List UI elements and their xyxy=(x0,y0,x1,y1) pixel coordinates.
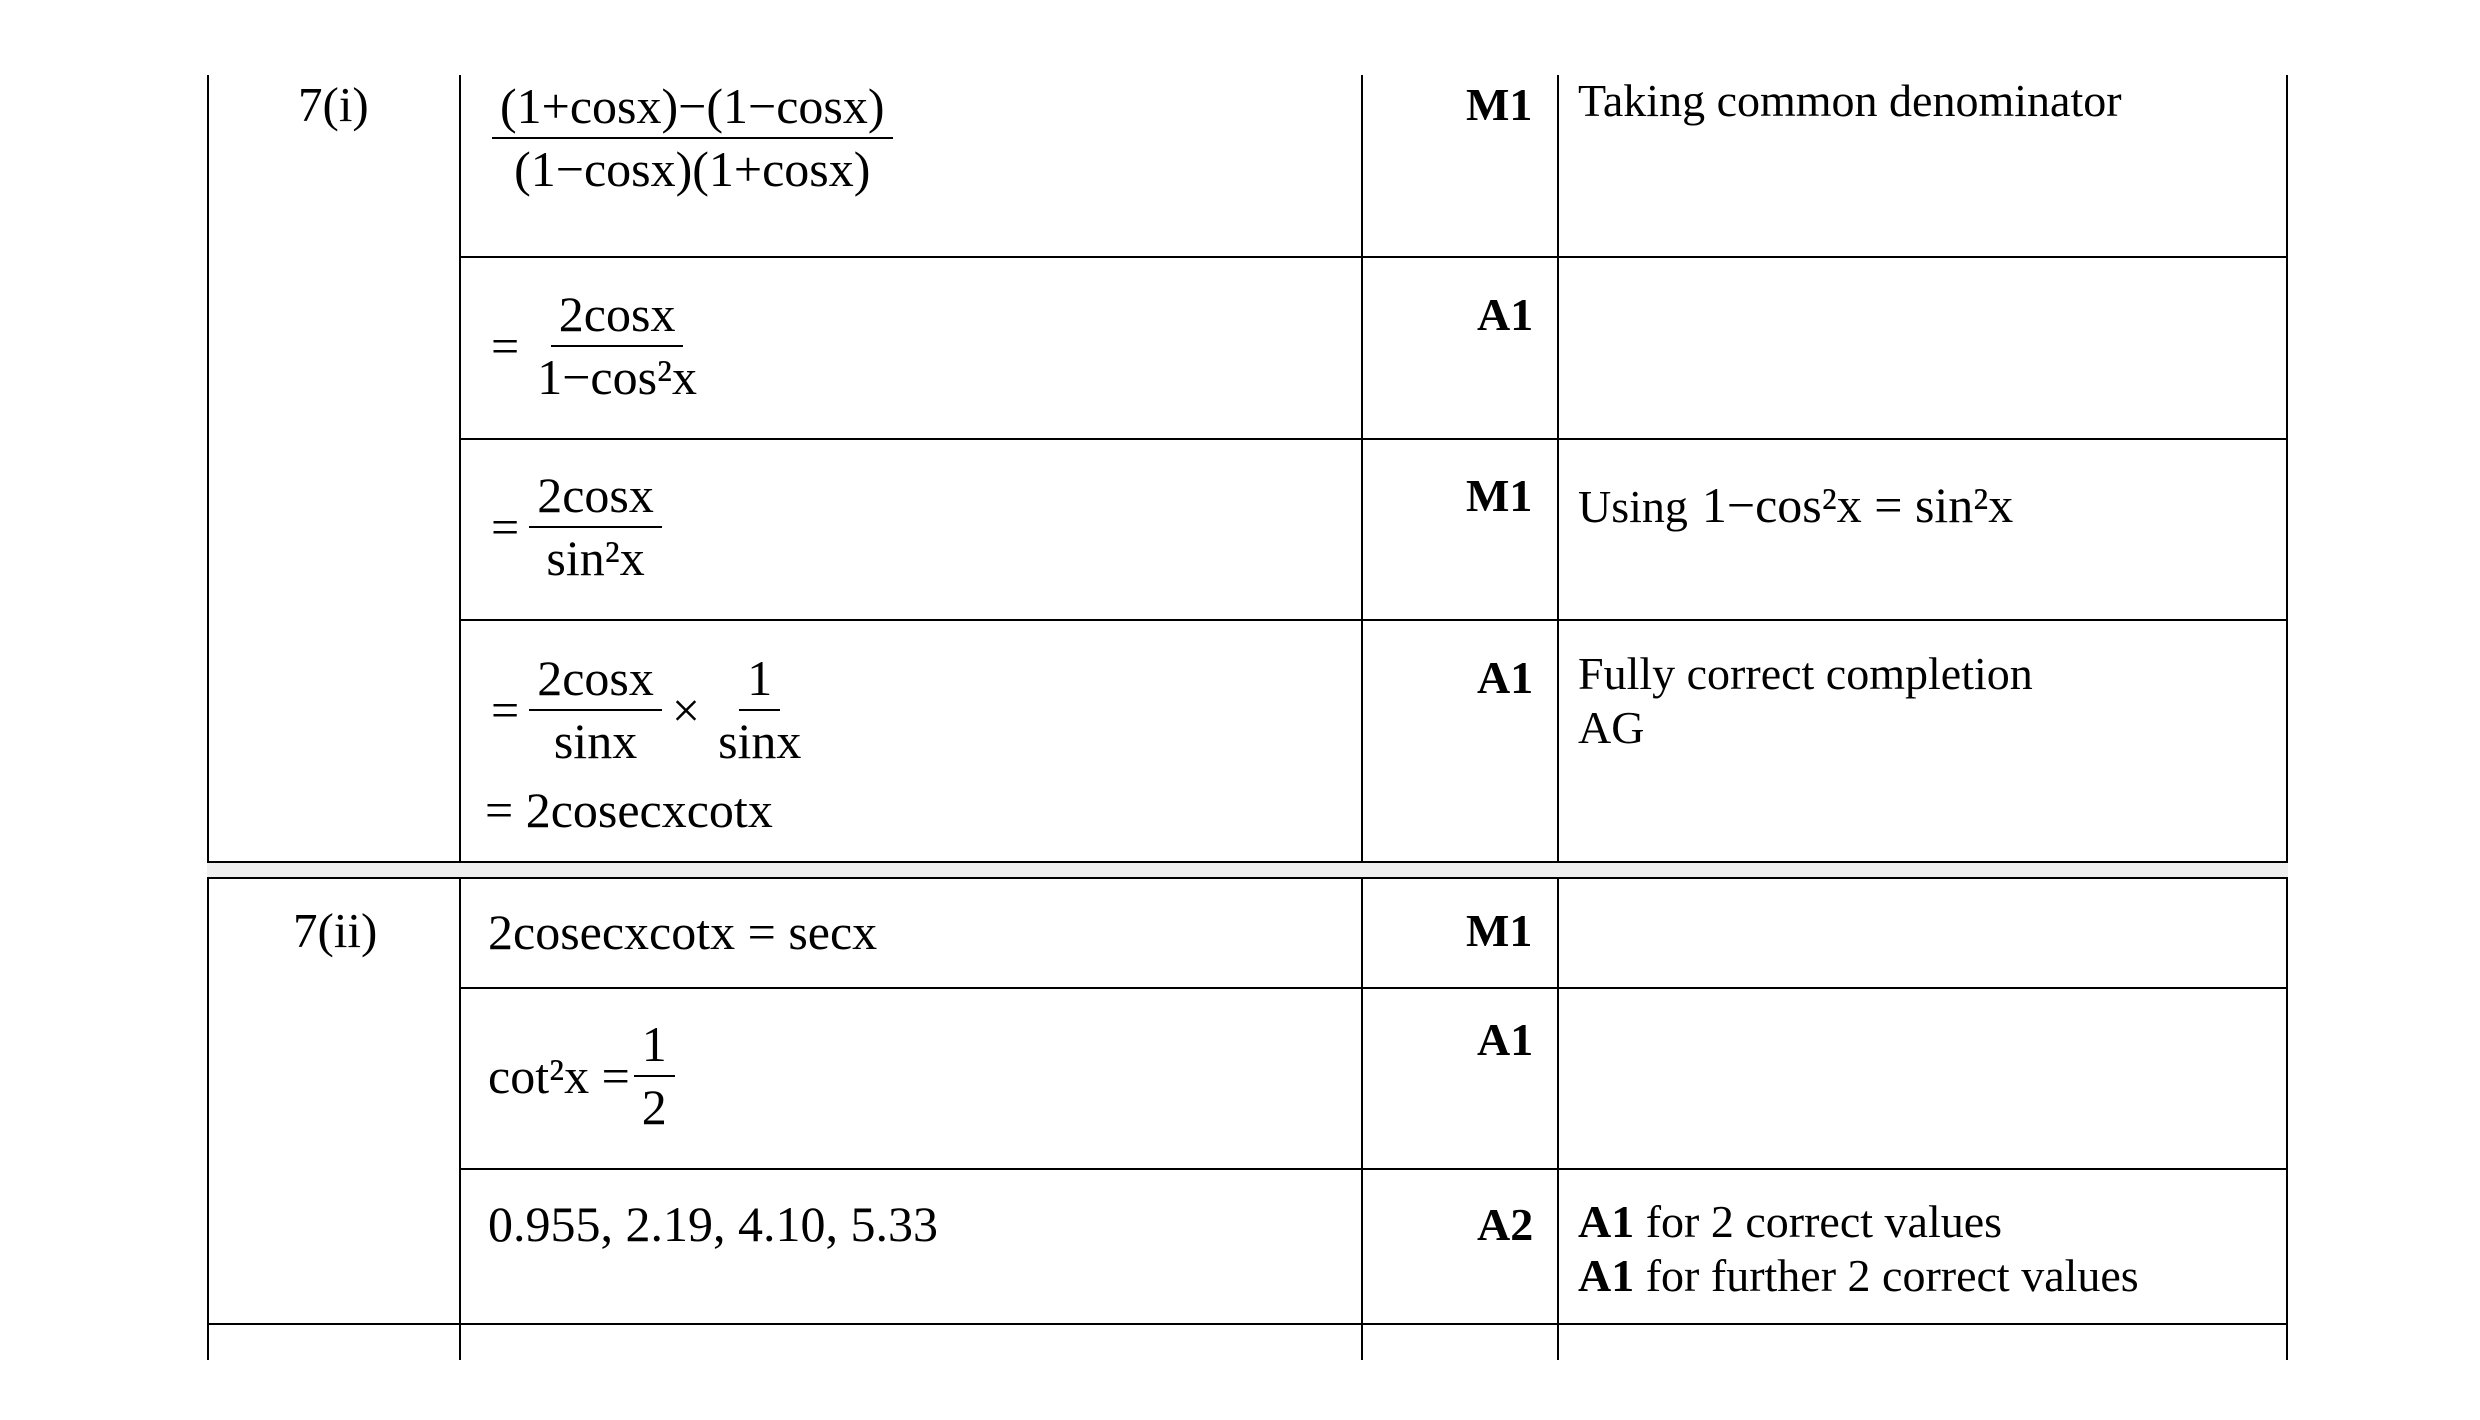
guidance-note-line: Fully correct completion xyxy=(1578,648,2033,699)
section-divider-top xyxy=(207,861,2288,863)
final-answer-values: 0.955, 2.19, 4.10, 5.33 xyxy=(488,1196,938,1252)
guidance-note-line: AG xyxy=(1578,702,1645,753)
fraction-denominator: 2 xyxy=(641,1078,667,1135)
fraction-denominator: sin²x xyxy=(546,529,645,586)
guidance-note xyxy=(1578,647,2033,755)
working-step-3: = $\frac{2\cos x}{\text{sin²x}}$ xyxy=(485,469,666,584)
question-number: 7(i) xyxy=(298,77,369,132)
row-divider xyxy=(459,256,2288,258)
fraction-numerator: 1 xyxy=(739,652,780,711)
fraction-denominator: (1−cosx)(1+cosx) xyxy=(514,140,871,197)
mark-code: M1 xyxy=(1466,905,1533,956)
question-number: 7(ii) xyxy=(293,903,378,958)
guidance-note xyxy=(1578,478,2013,534)
equation-lhs: cot²x = xyxy=(488,1047,630,1104)
fraction-numerator: (1+cosx)−(1−cosx) xyxy=(492,80,893,139)
fraction-numerator: 1 xyxy=(634,1018,675,1077)
row-divider xyxy=(459,619,2288,621)
fraction-denominator: sinx xyxy=(718,712,802,769)
guidance-note-line: A1 for further 2 correct values xyxy=(1578,1250,2139,1301)
working-equation: 2cosecxcotx = secx xyxy=(488,904,878,960)
fraction-numerator: 2cosx xyxy=(529,652,662,711)
section-divider-bottom xyxy=(207,877,2288,879)
working-fraction-common-denominator xyxy=(488,80,897,195)
mark-code: A1 xyxy=(1477,1014,1534,1065)
row-divider xyxy=(459,987,2288,989)
section-separator xyxy=(207,862,2288,878)
row-divider xyxy=(459,1168,2288,1170)
identity-expression: 1−cos²x = sin²x xyxy=(1701,477,2014,533)
guidance-note-line: A1 for 2 correct values xyxy=(1578,1196,2003,1247)
mark-code: M1 xyxy=(1466,470,1533,521)
mark-code: M1 xyxy=(1466,79,1533,130)
mark-code: A1 xyxy=(1477,652,1534,703)
guidance-note xyxy=(1578,1195,2139,1303)
mark-code: A1 xyxy=(1477,289,1534,340)
fraction-denominator: sinx xyxy=(553,712,638,769)
row-divider xyxy=(459,438,2288,440)
table-border-left xyxy=(207,75,209,1360)
table-bottom-divider xyxy=(207,1323,2288,1325)
working-step-4: = $\frac{2\cos x}{\sin x}$ × $\frac{1}{\sin x}$ xyxy=(485,652,813,767)
working-cot-equation xyxy=(488,1018,679,1133)
fraction-denominator: 1−cos²x xyxy=(537,348,698,405)
working-step-2: = $\frac{2\cos x}{\text{1−cos²x}}$ xyxy=(485,288,709,403)
guidance-note-prefix: Using xyxy=(1578,481,1688,532)
guidance-note: Taking common denominator xyxy=(1578,75,2122,126)
fraction-numerator: 2cosx xyxy=(551,288,684,347)
working-result: = 2cosecxcotx xyxy=(485,782,773,838)
fraction-numerator: 2cosx xyxy=(529,469,662,528)
mark-code: A2 xyxy=(1477,1199,1534,1250)
